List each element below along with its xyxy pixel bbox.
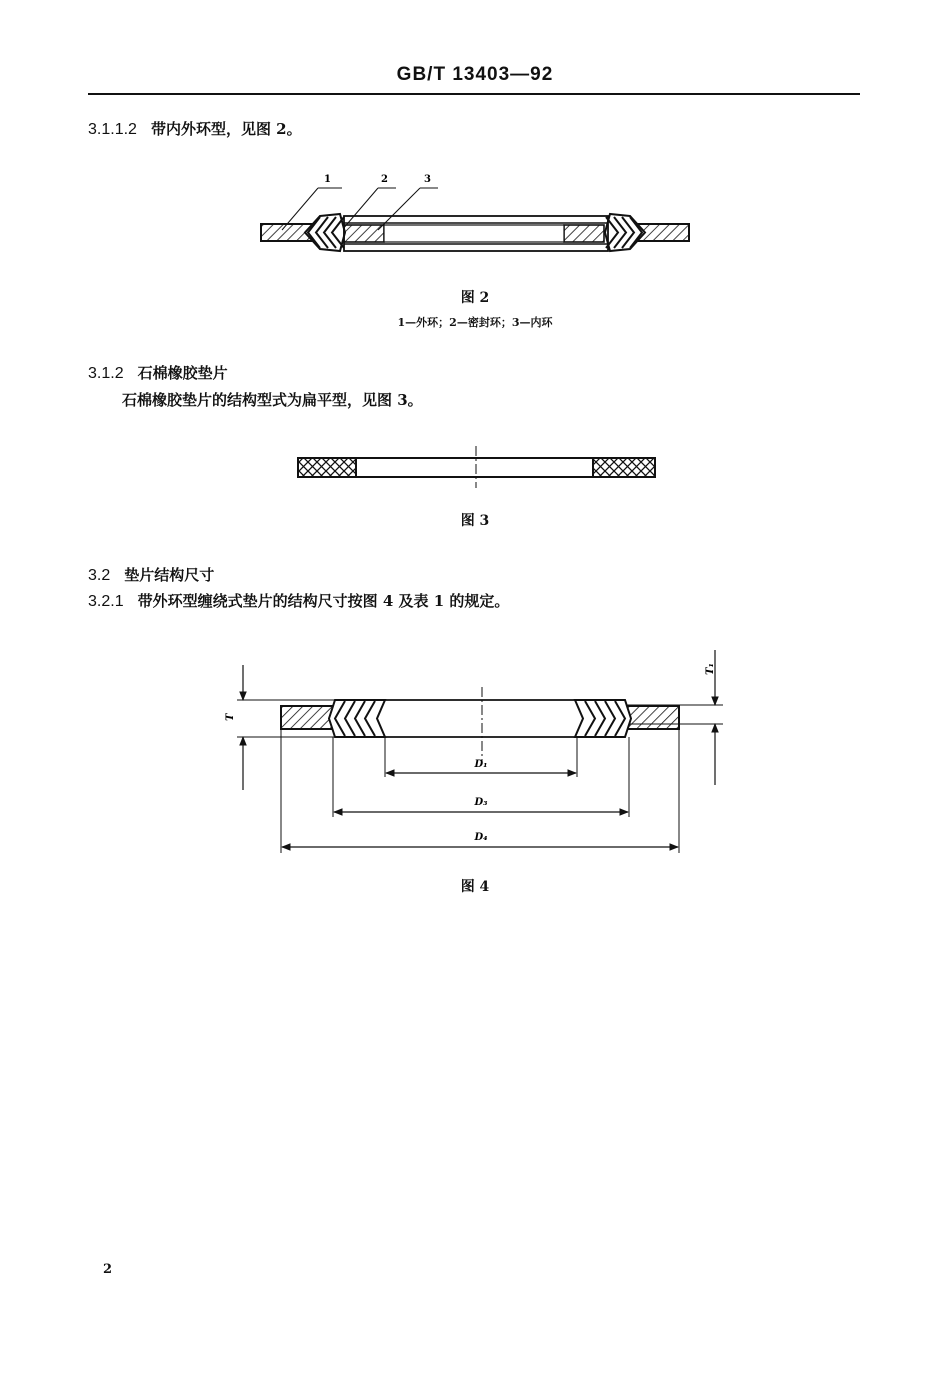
fig2-label-3: 3 [424, 174, 431, 185]
section-3-1-2-body: 石棉橡胶垫片的结构型式为扁平型，见图 3。 [122, 391, 423, 409]
section-3-2 [88, 564, 214, 585]
dim-T1: T₁ [705, 663, 716, 675]
dim-D1: D₁ [474, 759, 488, 770]
standard-code-header: GB/T 13403—92 [396, 64, 554, 85]
section-3-2-1 [88, 590, 509, 611]
page-number: 2 [103, 1262, 113, 1277]
figure-3-drawing [290, 444, 662, 490]
figure-4-caption: 图 4 [460, 879, 490, 895]
section-text: 带内外环型，见图 2。 [150, 120, 302, 138]
figure-4-drawing [215, 645, 735, 860]
section-3-1-1-2 [88, 118, 302, 139]
fig2-label-2: 2 [381, 174, 388, 185]
dim-D4: D₄ [474, 832, 488, 843]
header-rule [88, 93, 860, 95]
figure-3-caption: 图 3 [460, 513, 490, 529]
section-title: 垫片结构尺寸 [124, 566, 215, 584]
section-number: 3.1.2 [88, 365, 124, 382]
dim-T: T [225, 713, 236, 721]
section-3-1-2 [88, 362, 228, 383]
section-text: 带外环型缠绕式垫片的结构尺寸按图 4 及表 1 的规定。 [137, 592, 510, 610]
figure-2-legend: 1—外环；2—密封环；3—内环 [397, 316, 553, 329]
section-number: 3.2.1 [88, 593, 124, 610]
section-title: 石棉橡胶垫片 [137, 364, 228, 382]
fig2-label-1: 1 [324, 174, 331, 185]
section-number: 3.1.1.2 [88, 121, 137, 138]
section-number: 3.2 [88, 567, 111, 584]
figure-2-drawing [250, 168, 700, 260]
dim-D3: D₃ [474, 797, 488, 808]
figure-2-caption: 图 2 [460, 290, 490, 306]
